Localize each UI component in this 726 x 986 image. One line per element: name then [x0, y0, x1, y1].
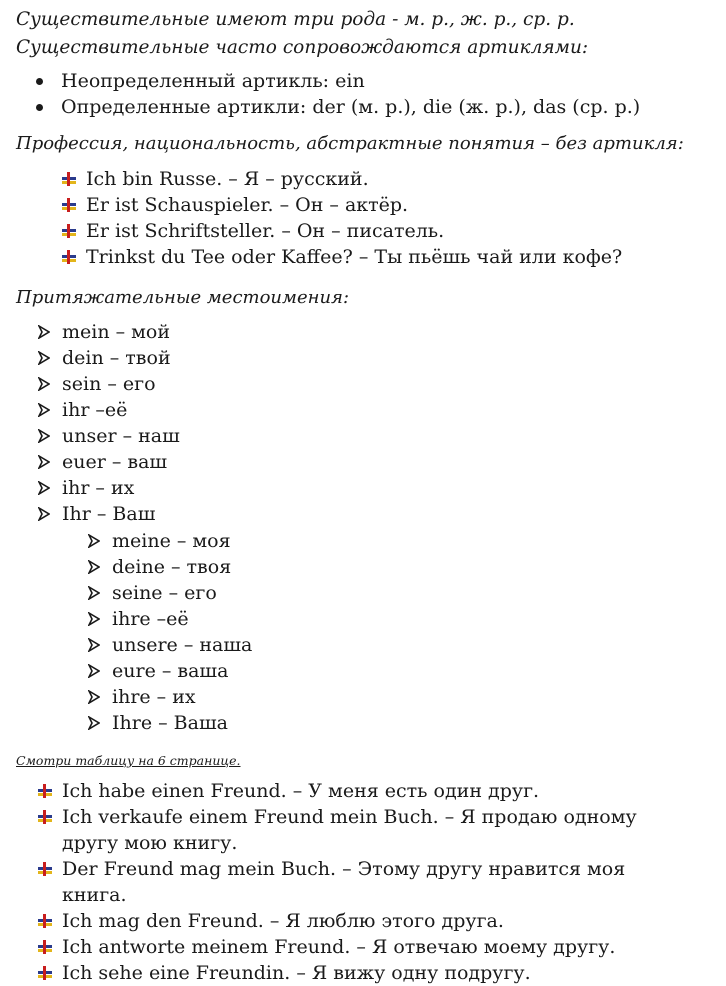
- list-item: Ich bin Russe. – Я – русский.: [62, 166, 716, 192]
- possessive-feminine-list: [88, 528, 716, 736]
- list-item: Ich antworte meinem Freund. – Я отвечаю моему другу.: [38, 934, 678, 960]
- arrow-bullet-icon: [88, 612, 100, 626]
- arrow-bullet-icon: [88, 534, 100, 548]
- flag-bullet-icon: [62, 250, 76, 264]
- list-item: euer – ваш: [38, 449, 716, 475]
- list-item: Trinkst du Tee oder Kaffee? – Ты пьёшь чай или кофе?: [62, 244, 716, 270]
- arrow-bullet-icon: [38, 429, 50, 443]
- list-item: ihr –её: [38, 397, 716, 423]
- list-item: Ihre – Ваша: [88, 710, 716, 736]
- professions-heading: Профессия, национальность, абстрактные понятия – без артикля:: [16, 133, 684, 154]
- list-item: ihr – их: [38, 475, 716, 501]
- list-item: Er ist Schriftsteller. – Он – писатель.: [62, 218, 716, 244]
- flag-bullet-icon: [38, 784, 52, 798]
- list-item: unser – наш: [38, 423, 716, 449]
- flag-bullet-icon: [38, 810, 52, 824]
- list-item: Der Freund mag mein Buch. – Этому другу нравится моя книга.: [38, 856, 678, 908]
- arrow-bullet-icon: [38, 481, 50, 495]
- possessive-heading: Притяжательные местоимения:: [16, 287, 350, 308]
- list-item: Определенные артикли: der (м. р.), die (ж. р.), das (ср. р.): [36, 94, 716, 120]
- list-item: ihre – их: [88, 684, 716, 710]
- flag-bullet-icon: [38, 862, 52, 876]
- possessive-list: [38, 319, 716, 527]
- arrow-bullet-icon: [88, 560, 100, 574]
- arrow-bullet-icon: [38, 507, 50, 521]
- list-item: Ich sehe eine Freundin. – Я вижу одну подругу.: [38, 960, 678, 986]
- list-item: Неопределенный артикль: ein: [36, 68, 716, 94]
- examples-list: [38, 778, 678, 986]
- bullet-dot-icon: [36, 78, 43, 85]
- arrow-bullet-icon: [38, 351, 50, 365]
- arrow-bullet-icon: [38, 403, 50, 417]
- arrow-bullet-icon: [38, 455, 50, 469]
- arrow-bullet-icon: [38, 325, 50, 339]
- arrow-bullet-icon: [88, 716, 100, 730]
- flag-bullet-icon: [62, 224, 76, 238]
- intro-paragraph: Существительные имеют три рода - м. р., ж. р., ср. р. Существительные часто сопровождаются артиклями:: [16, 9, 589, 58]
- arrow-bullet-icon: [38, 377, 50, 391]
- list-item: eure – ваша: [88, 658, 716, 684]
- bullet-dot-icon: [36, 104, 43, 111]
- list-item: unsere – наша: [88, 632, 716, 658]
- table-reference-note: Смотри таблицу на 6 странице.: [16, 753, 241, 768]
- list-item: deine – твоя: [88, 554, 716, 580]
- flag-bullet-icon: [62, 198, 76, 212]
- professions-list: [62, 166, 716, 270]
- list-item: seine – его: [88, 580, 716, 606]
- flag-bullet-icon: [38, 940, 52, 954]
- list-item: Ich mag den Freund. – Я люблю этого друга.: [38, 908, 678, 934]
- arrow-bullet-icon: [88, 690, 100, 704]
- flag-bullet-icon: [62, 172, 76, 186]
- arrow-bullet-icon: [88, 638, 100, 652]
- list-item: mein – мой: [38, 319, 716, 345]
- list-item: sein – его: [38, 371, 716, 397]
- list-item: dein – твой: [38, 345, 716, 371]
- list-item: meine – моя: [88, 528, 716, 554]
- arrow-bullet-icon: [88, 664, 100, 678]
- list-item: ihre –её: [88, 606, 716, 632]
- articles-list: [36, 68, 716, 120]
- list-item: Er ist Schauspieler. – Он – актёр.: [62, 192, 716, 218]
- list-item: Ich habe einen Freund. – У меня есть один друг.: [38, 778, 678, 804]
- list-item: Ich verkaufe einem Freund mein Buch. – Я продаю одному другу мою книгу.: [38, 804, 678, 856]
- flag-bullet-icon: [38, 914, 52, 928]
- flag-bullet-icon: [38, 966, 52, 980]
- arrow-bullet-icon: [88, 586, 100, 600]
- list-item: Ihr – Ваш: [38, 501, 716, 527]
